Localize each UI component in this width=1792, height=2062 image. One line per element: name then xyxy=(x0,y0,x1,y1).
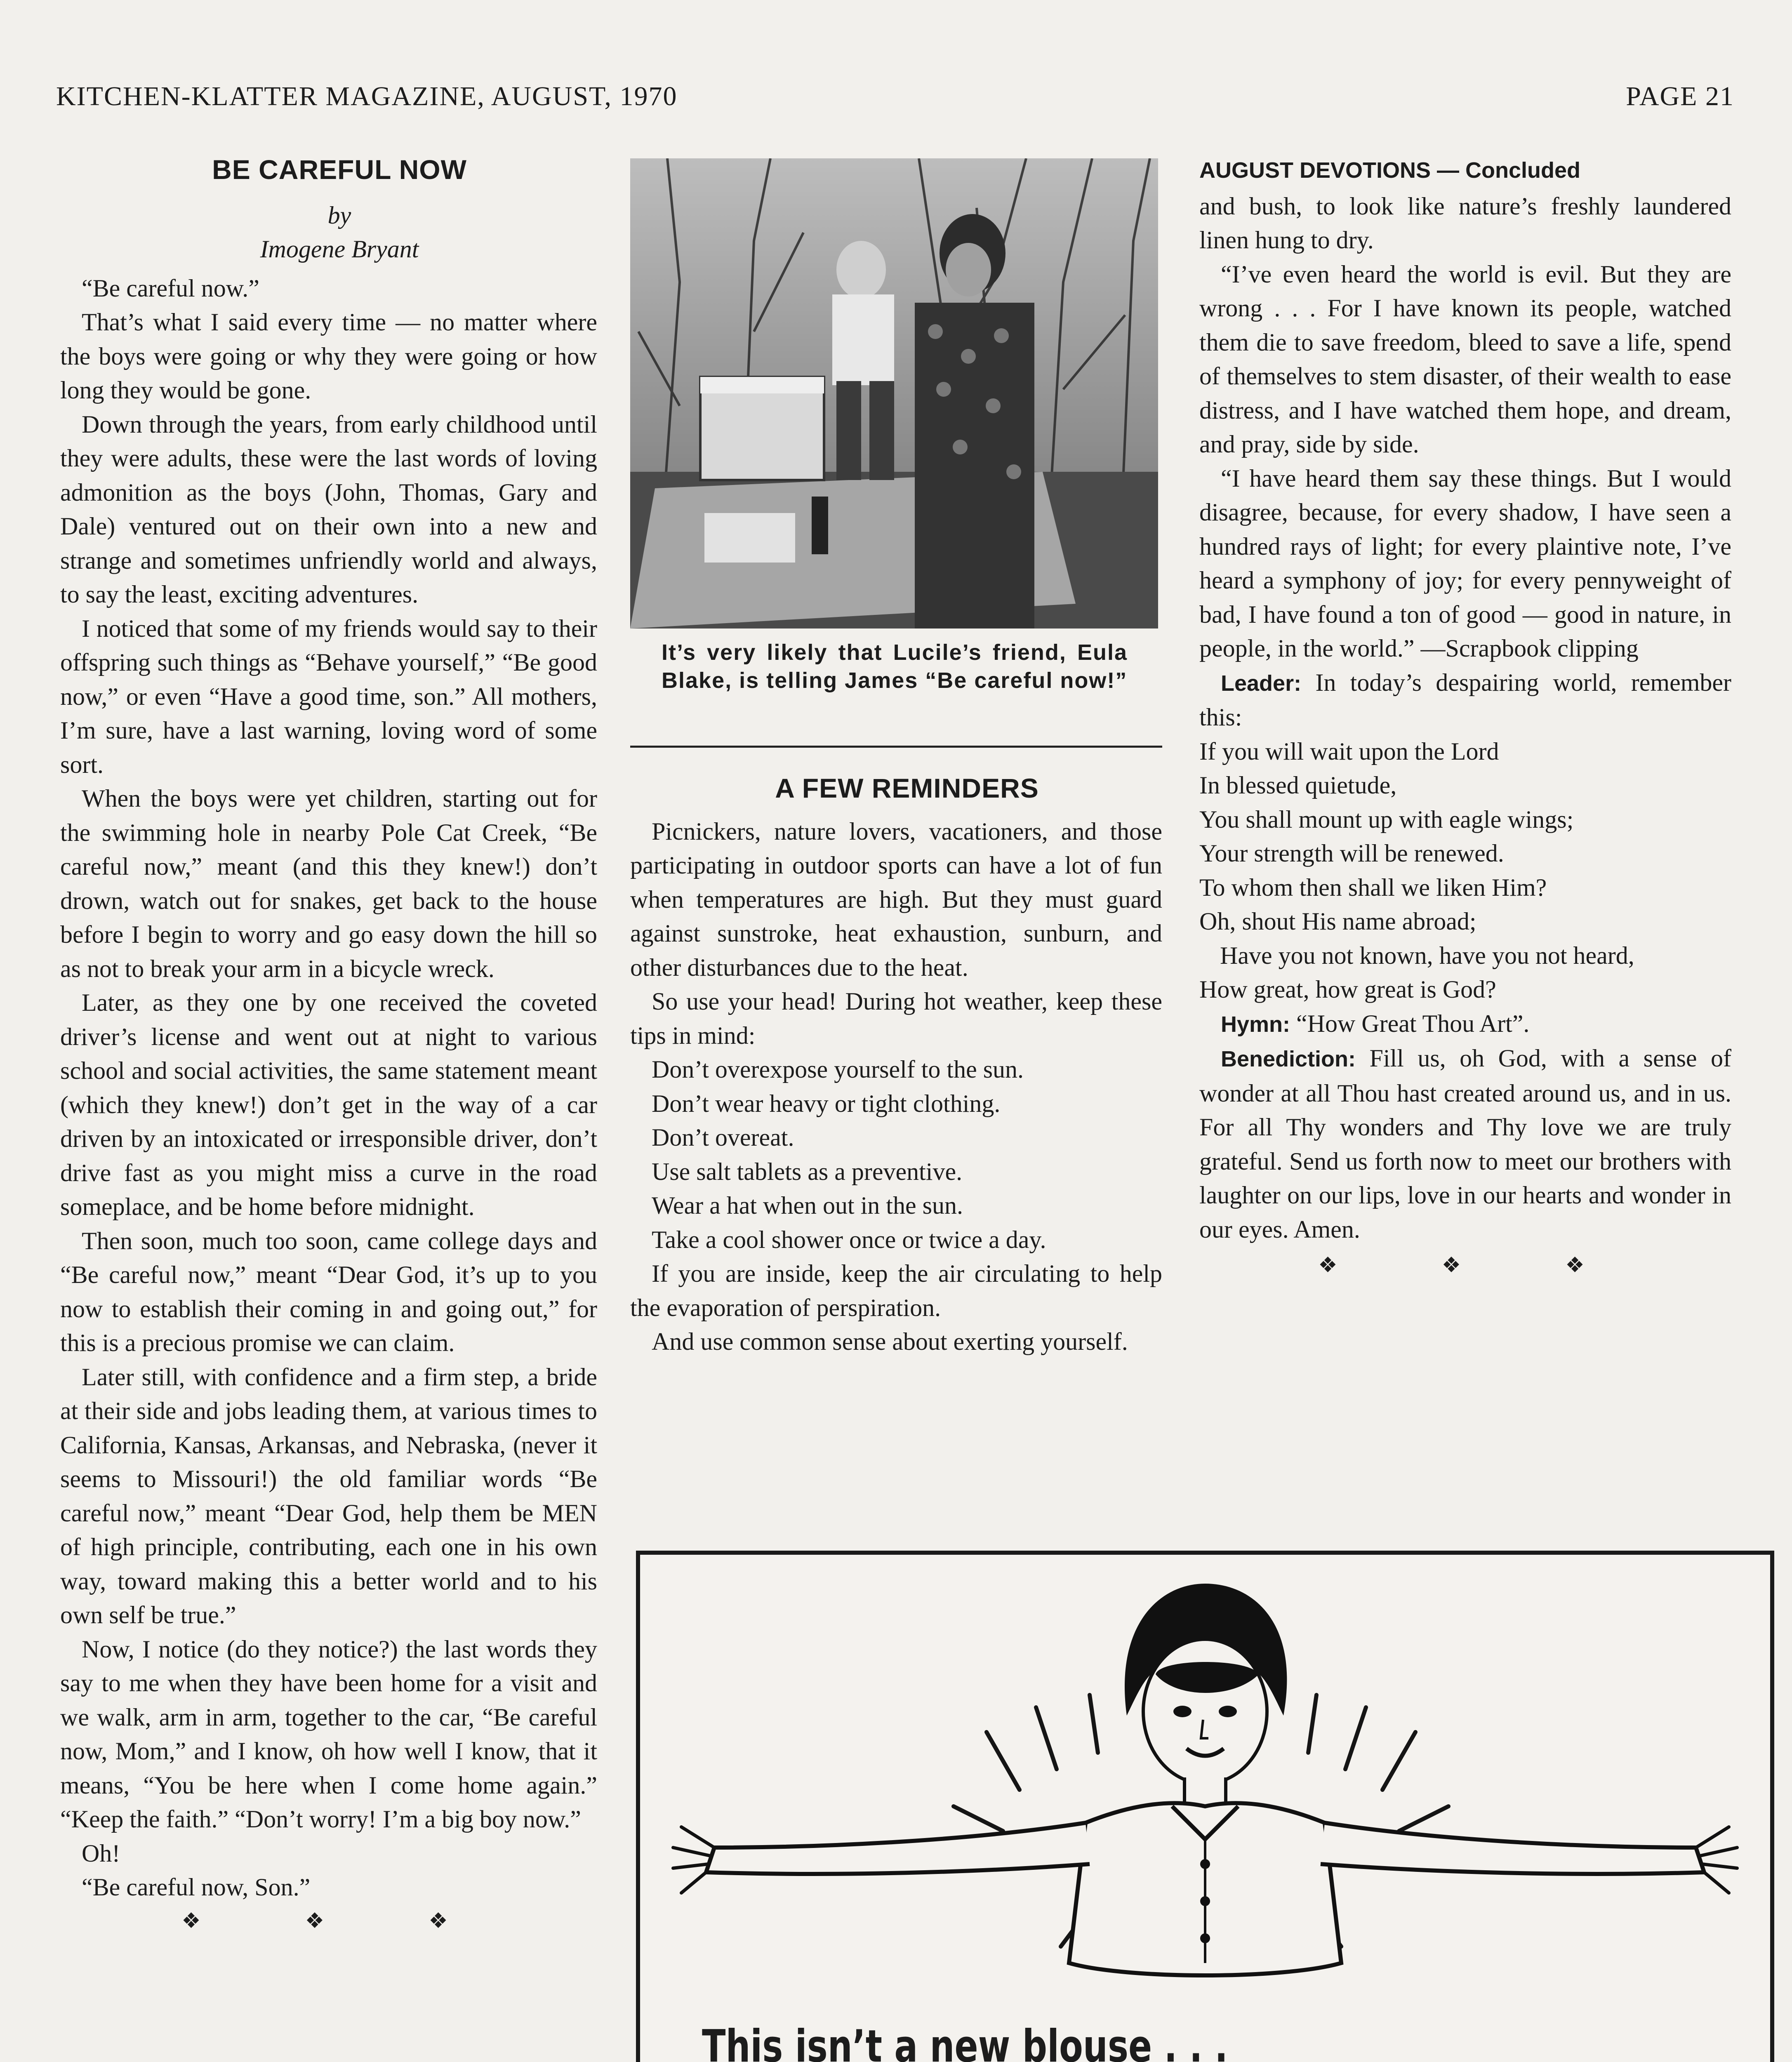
story-paragraph: Now, I notice (do they notice?) the last words they say to me when they have been home for a visit and we walk, arm in arm, together to the car, “Be careful now, Mom,” and I know, oh how well I know, that it means, “You be here when I come home again.” “Keep the faith.” “Don’t worry! I’m a big boy now.” xyxy=(60,1635,597,1833)
story-paragraph: “Be careful now, Son.” xyxy=(82,1874,311,1901)
page-number: PAGE 21 xyxy=(1626,81,1734,111)
leader-line xyxy=(1199,666,1731,734)
story-paragraph: Later still, with confidence and a firm step, a bride at their side and jobs leading them, at various times to California, Kansas, Arkansas, and Nebraska, (never it seems to Missouri!) the old familiar words “Be careful now,” meant “Dear God, help them be MEN of high principle, contributing, each one in his own way, toward making this a better world and to his own self be true.” xyxy=(60,1363,597,1629)
leader-label: Leader: xyxy=(1221,671,1302,696)
story-paragraph: Later, as they one by one received the coveted driver’s license and went out at night to various school and social activities, the same statement meant (which they knew!) don’t get in the way of a car driven by an intoxicated or irresponsible driver, don’t drive fast as you might miss a curve in the road someplace, and be home before midnight. xyxy=(60,989,597,1220)
tip-item: Don’t overexpose yourself to the sun. xyxy=(652,1056,1024,1083)
devotions-title-main: AUGUST DEVOTIONS — xyxy=(1199,158,1466,183)
story-paragraph: “Be careful now.” xyxy=(82,274,259,302)
devotions-column xyxy=(1199,153,1731,1283)
photo xyxy=(630,158,1158,628)
hymn-text: “How Great Thou Art”. xyxy=(1290,1010,1530,1037)
poem-line: To whom then shall we liken Him? xyxy=(1199,873,1547,901)
bleach-advertisement xyxy=(636,1551,1774,2062)
devotions-title-continued: Concluded xyxy=(1465,158,1581,183)
story-title: BE CAREFUL NOW xyxy=(212,154,467,185)
running-header: KITCHEN-KLATTER MAGAZINE, AUGUST, 1970 xyxy=(56,81,678,111)
benediction xyxy=(1199,1041,1731,1246)
poem-line: You shall mount up with eagle wings; xyxy=(1199,805,1574,833)
photo-caption: It’s very likely that Lucile’s friend, Eula Blake, is telling James “Be careful now!” xyxy=(662,640,1128,693)
story-paragraph: When the boys were yet children, starting out for the swimming hole in nearby Pole Cat Creek, “Be careful now,” meant (and this they knew!) don’t drown, watch out for snakes, get back to the house before I begin to worry and go easy down the hill so as not to break your arm in a bicycle wreck. xyxy=(60,785,597,982)
ornament-divider: ❖ ❖ ❖ xyxy=(181,1909,497,1933)
byline-author: Imogene Bryant xyxy=(260,235,419,263)
tip-item: Don’t overeat. xyxy=(652,1124,794,1151)
reminders-title: A FEW REMINDERS xyxy=(775,773,1039,803)
poem-line: In blessed quietude, xyxy=(1199,772,1397,799)
ad-headline: This isn’t a new blouse . . . xyxy=(702,2021,1228,2062)
tip-item: Take a cool shower once or twice a day. xyxy=(652,1226,1046,1253)
reminders-intro: Picnickers, nature lovers, vacationers, and those participating in outdoor sports can have a lot of fun when temperatures are high. But they must guard against sunstroke, heat exhaustion, sunburn, and other disturbances due to the heat. xyxy=(630,817,1162,981)
devotions-title xyxy=(1199,153,1731,188)
tip-item: And use common sense about exerting yourself. xyxy=(652,1328,1128,1355)
hymn-line xyxy=(1199,1007,1731,1042)
story-paragraph: I noticed that some of my friends would say to their offspring such things as “Behave yourself,” “Be good now,” or even “Have a good time, son.” All mothers, I’m sure, have a last warning, loving word of some sort. xyxy=(60,614,597,778)
story-paragraph: Then soon, much too soon, came college days and “Be careful now,” meant “Dear God, it’s up to you now to establish their coming in and going out,” for this is a precious promise we can claim. xyxy=(60,1227,597,1356)
tip-item: Don’t wear heavy or tight clothing. xyxy=(652,1090,1001,1117)
poem-line: Oh, shout His name abroad; xyxy=(1199,908,1476,935)
story-paragraph: Oh! xyxy=(82,1839,120,1867)
tip-item: Use salt tablets as a preventive. xyxy=(652,1158,963,1185)
poem-line: How great, how great is God? xyxy=(1199,976,1496,1003)
tip-item: Wear a hat when out in the sun. xyxy=(652,1192,963,1219)
devotions-paragraph: “I’ve even heard the world is evil. But they are wrong . . . For I have known its people, watched them die to save freedom, bleed to save a life, spend of themselves to stem disaster, of their wealth to ease distress, and I have watched them hope, and dream, and pray, side by side. xyxy=(1199,260,1731,458)
story-paragraph: That’s what I said every time — no matter where the boys were going or why they were going or how long they would be gone. xyxy=(60,308,597,404)
devotions-paragraph: and bush, to look like nature’s freshly laundered linen hung to dry. xyxy=(1199,192,1731,254)
leader-text: In today’s despairing world, remember this: xyxy=(1199,669,1731,731)
benediction-text: Fill us, oh God, with a sense of wonder at all Thou hast created around us, and in us. For all Thy wonders and Thy love we are truly grateful. Send us forth now to meet our brothers with laughter on our lips, love in our hearts and wonder in our eyes. Amen. xyxy=(1199,1045,1731,1243)
ornament-divider: ❖ ❖ ❖ xyxy=(1318,1254,1634,1277)
story-column xyxy=(60,153,597,1938)
divider-rule xyxy=(630,746,1162,748)
benediction-label: Benediction: xyxy=(1221,1047,1356,1071)
poem-line: If you will wait upon the Lord xyxy=(1199,737,1499,765)
hymn-label: Hymn: xyxy=(1221,1012,1290,1037)
reminders-lead: So use your head! During hot weather, keep these tips in mind: xyxy=(630,988,1162,1049)
tip-item: If you are inside, keep the air circulating to help the evaporation of perspiration. xyxy=(630,1260,1162,1321)
devotions-paragraph: “I have heard them say these things. But I would disagree, because, for every shadow, I have seen a hundred rays of light; for every plaintive note, I’ve heard a symphony of joy; for every pennyweight of bad, I have found a ton of good — good in nature, in people, in the world.” —Scrapbook clipping xyxy=(1199,464,1731,662)
poem-line: Have you not known, have you not heard, xyxy=(1220,942,1634,969)
story-paragraph: Down through the years, from early childhood until they were adults, these were the last words of loving admonition as the boys (John, Thomas, Gary and Dale) ventured out on their own into a new and strange and sometimes unfriendly world and always, to say the least, exciting adventures. xyxy=(60,410,597,608)
reminders-column xyxy=(630,759,1162,1359)
photo-image xyxy=(630,158,1158,628)
poem-line: Your strength will be renewed. xyxy=(1199,840,1504,867)
byline-by: by xyxy=(327,201,351,229)
woman-illustration xyxy=(665,1575,1745,2013)
